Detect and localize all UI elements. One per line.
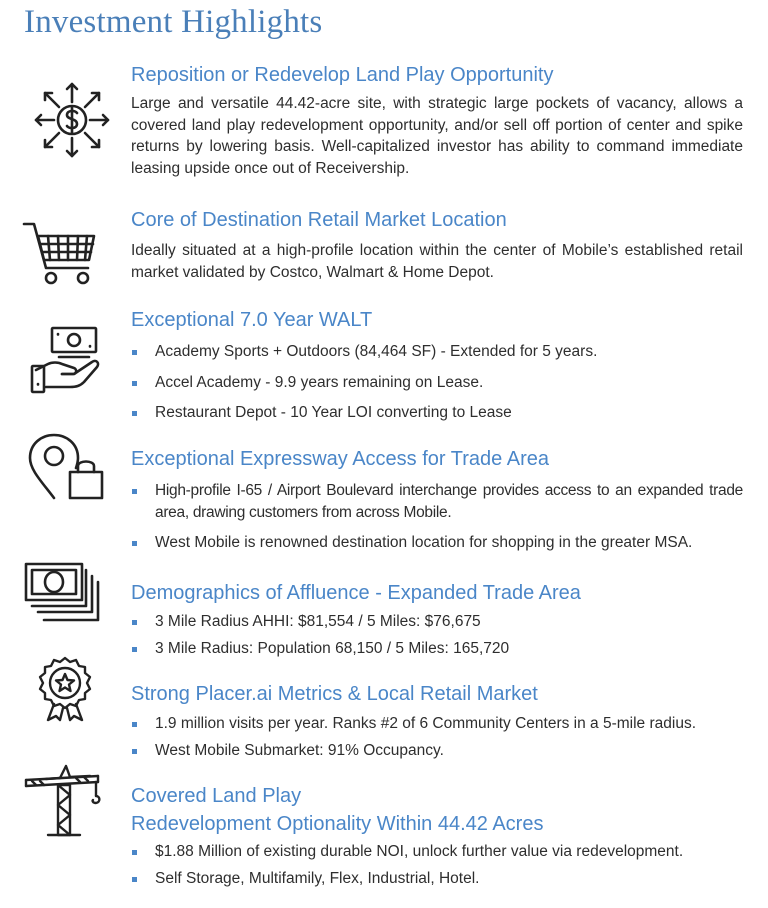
section-heading: Reposition or Redevelop Land Play Opportunity xyxy=(131,64,554,86)
list-item: Accel Academy - 9.9 years remaining on Lease. xyxy=(131,372,743,394)
award-badge-icon xyxy=(36,656,94,722)
list-item: 1.9 million visits per year. Ranks #2 of 6 Community Centers in a 5-mile radius. xyxy=(131,713,743,735)
bullet-list xyxy=(131,611,743,659)
list-item: $1.88 Million of existing durable NOI, unlock further value via redevelopment. xyxy=(131,841,743,863)
list-item: West Mobile Submarket: 91% Occupancy. xyxy=(131,740,743,762)
hand-money-icon xyxy=(30,324,106,394)
bullet-list xyxy=(131,341,743,424)
bullet-list xyxy=(131,480,743,554)
section-heading-line2: Redevelopment Optionality Within 44.42 Acres xyxy=(131,813,544,835)
list-item: West Mobile is renowned destination location for shopping in the greater MSA. xyxy=(131,532,743,554)
location-bag-icon xyxy=(26,432,106,502)
dollar-arrows-icon xyxy=(32,80,112,160)
section-heading: Demographics of Affluence - Expanded Trade Area xyxy=(131,582,581,604)
cash-stack-icon xyxy=(24,562,100,624)
section-paragraph: Ideally situated at a high-profile location within the center of Mobile’s established retail market validated by Costco, Walmart & Home Depot. xyxy=(131,242,743,281)
list-item: Self Storage, Multifamily, Flex, Industrial, Hotel. xyxy=(131,868,743,890)
bullet-list xyxy=(131,841,743,889)
shopping-cart-icon xyxy=(22,218,98,288)
section-heading: Core of Destination Retail Market Location xyxy=(131,209,507,231)
section-heading: Exceptional 7.0 Year WALT xyxy=(131,309,373,331)
page-title: Investment Highlights xyxy=(24,4,323,40)
construction-crane-icon xyxy=(24,762,104,838)
list-item: Academy Sports + Outdoors (84,464 SF) - Extended for 5 years. xyxy=(131,341,743,363)
section-heading: Covered Land Play xyxy=(131,785,302,807)
section-heading: Exceptional Expressway Access for Trade Area xyxy=(131,448,549,470)
list-item: Restaurant Depot - 10 Year LOI converting to Lease xyxy=(131,402,743,424)
section-heading: Strong Placer.ai Metrics & Local Retail Market xyxy=(131,683,538,705)
section-paragraph: Large and versatile 44.42-acre site, with strategic large pockets of vacancy, allows a covered land play redevelopment opportunity, and/or sell off portion of center and spike returns by lowering basis. Well-capitalized investor has ability to command immediate leasing upside once out of Receivership. xyxy=(131,95,743,177)
bullet-list xyxy=(131,713,743,761)
list-item: High-profile I-65 / Airport Boulevard interchange provides access to an expanded trade area, drawing customers from across Mobile. xyxy=(131,480,743,523)
list-item: 3 Mile Radius: Population 68,150 / 5 Miles: 165,720 xyxy=(131,638,743,660)
list-item: 3 Mile Radius AHHI: $81,554 / 5 Miles: $76,675 xyxy=(131,611,743,633)
